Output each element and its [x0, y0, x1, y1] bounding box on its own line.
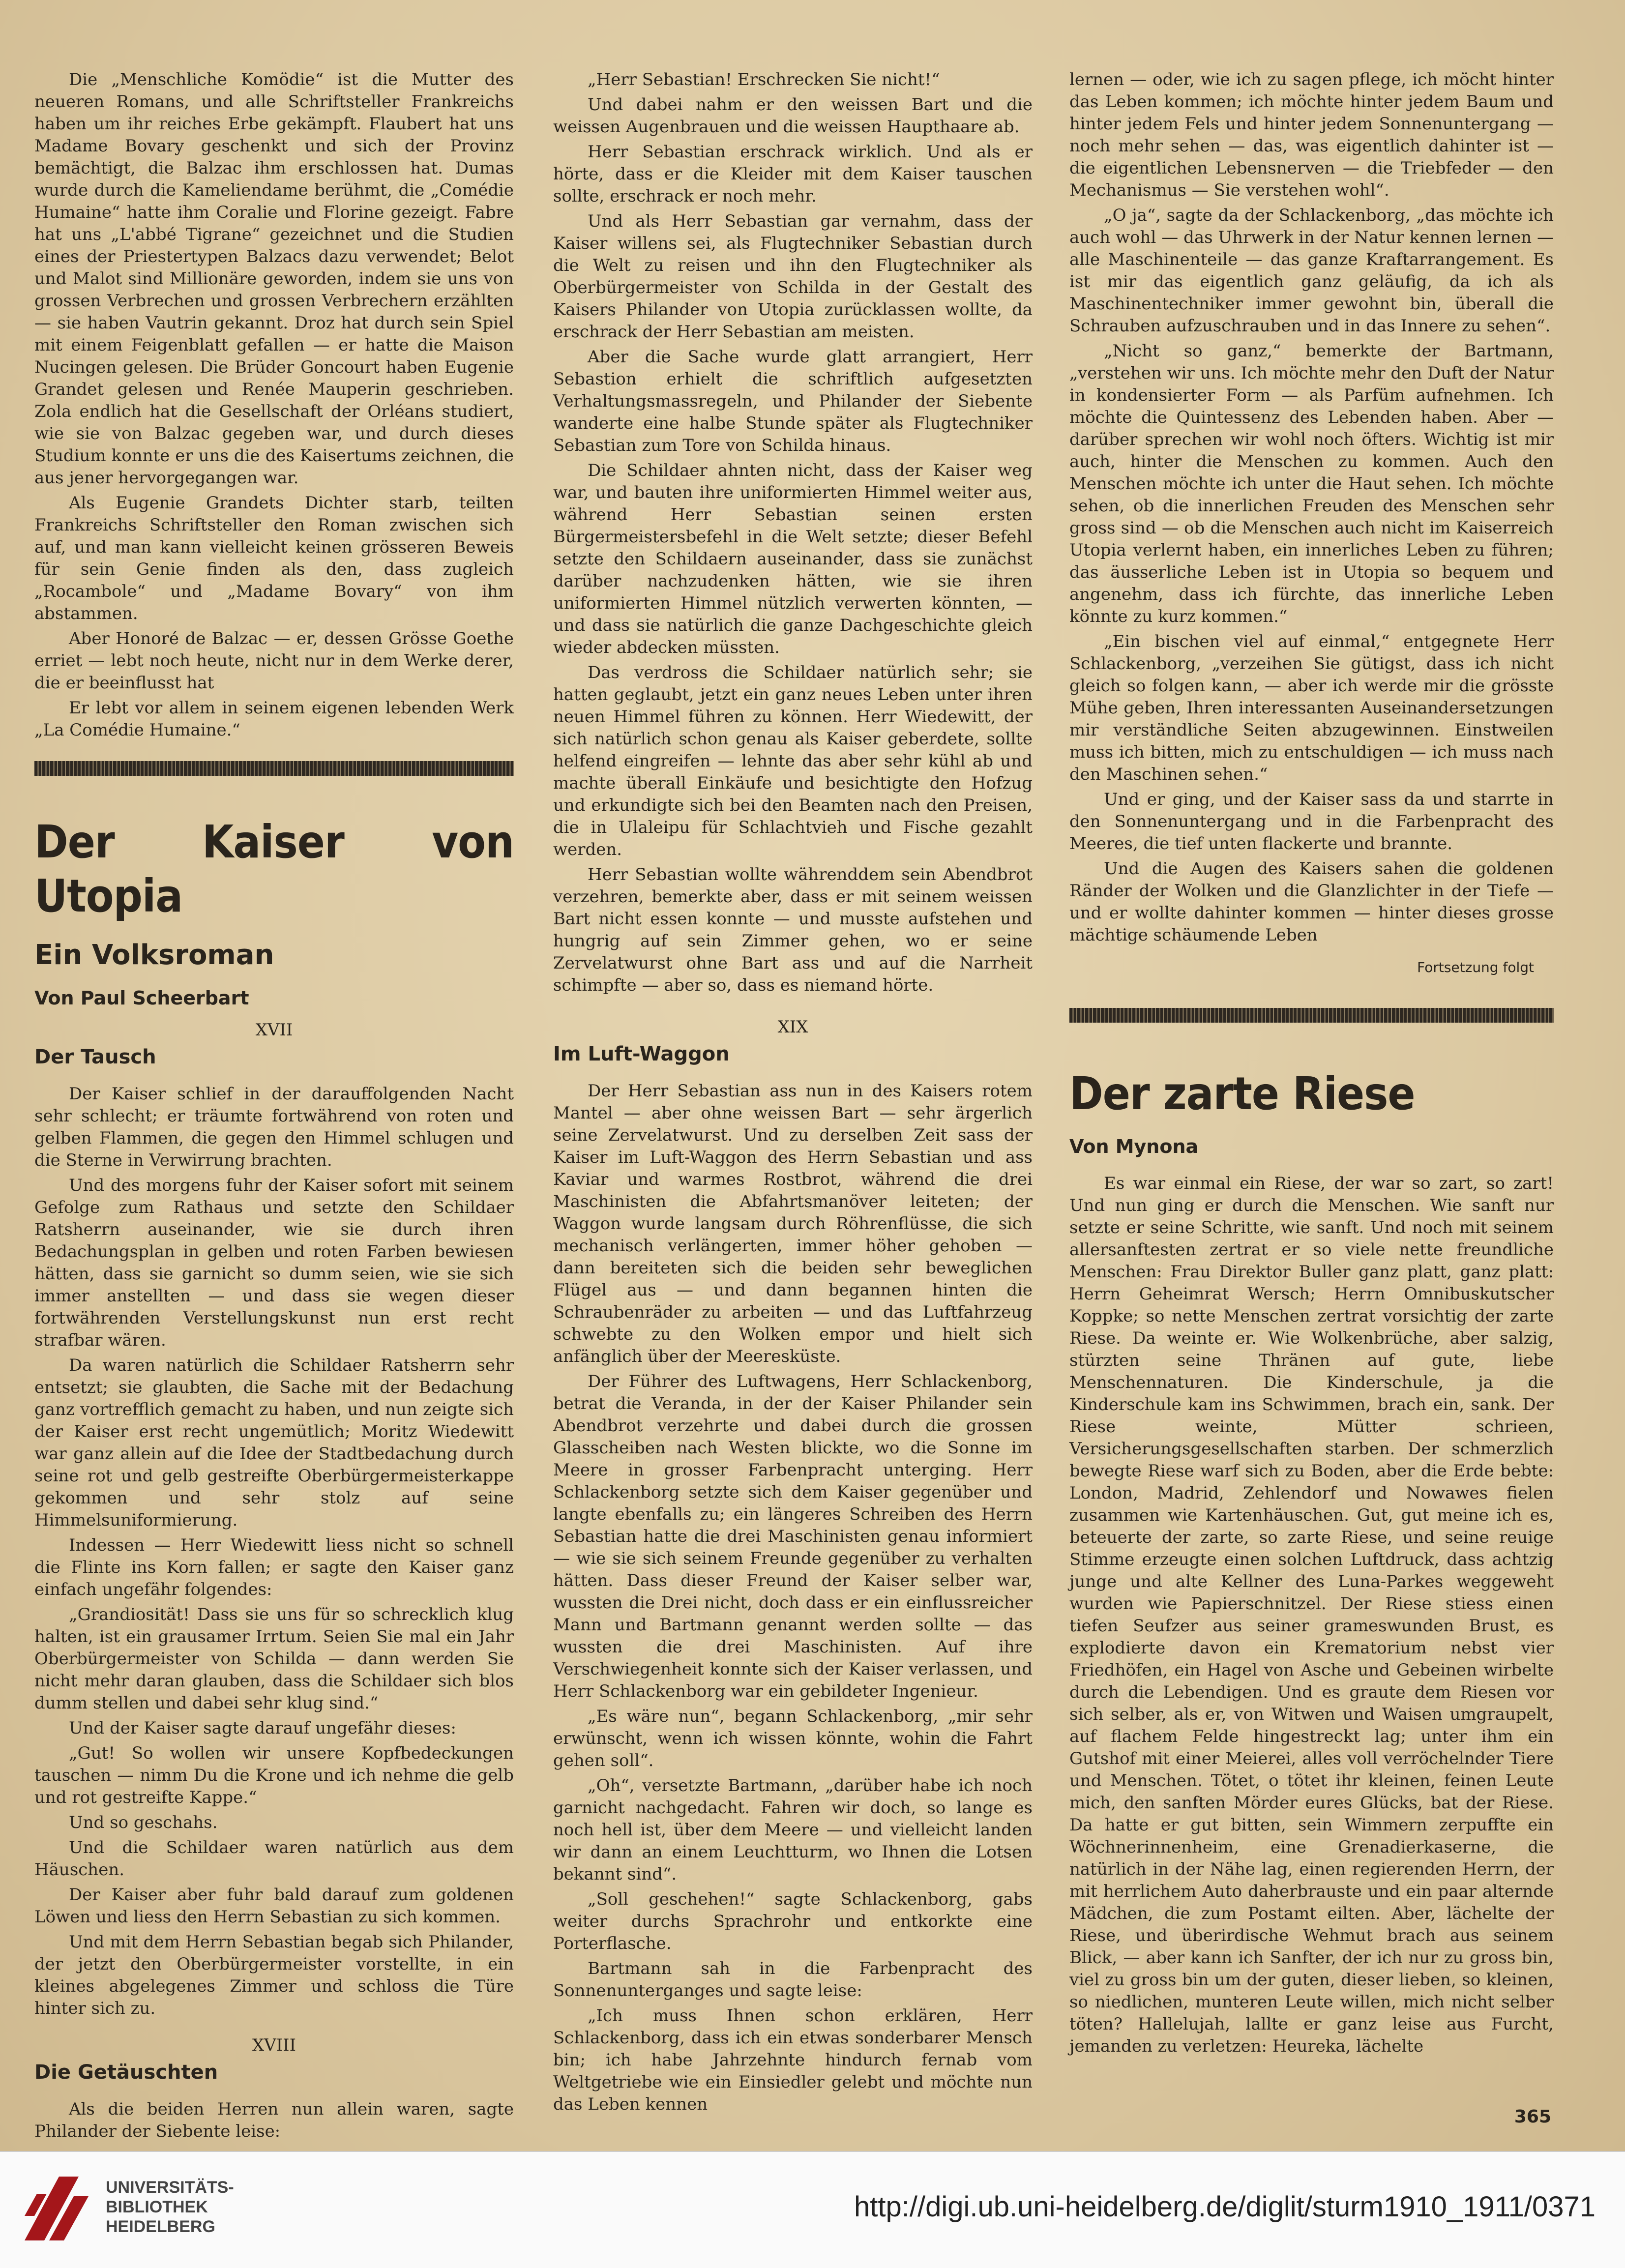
paragraph: Aber die Sache wurde glatt arrangiert, Herr Sebastion erhielt die schriftlich aufgesetzten Verhaltungsmassregeln, und Philander der Siebente wanderte eine halbe Stunde später als Flugtechniker Sebastian zum Tore von Schilda hinaus.	[553, 347, 1033, 455]
paragraph: „Soll geschehen!“ sagte Schlackenborg, gabs weiter durchs Sprachrohr und entkorkte eine Porterflasche.	[553, 1889, 1033, 1953]
chapter-number: XVIII	[252, 2035, 296, 2055]
paragraph: Der Kaiser aber fuhr bald darauf zum goldenen Löwen und liess den Herrn Sebastian zu sich kommen.	[34, 1885, 514, 1927]
article-subtitle: Ein Volksroman	[34, 939, 274, 971]
paragraph: Die „Menschliche Komödie“ ist die Mutter des neueren Romans, und alle Schriftsteller Frankreichs haben um ihr reiches Erbe gekämpft. Flaubert hat uns Madame Bovary geschenkt und sich der Provinz bemächtigt, die Balzac ihm erschlossen hat. Dumas wurde durch die Kameliendame berühmt, die „Comédie Humaine“ hatte ihm Coralie und Florine gezeigt. Fabre hat uns „L'abbé Tigrane“ gezeichnet und die Studien eines der Priestertypen Balzacs dazu verwendet; Belot und Malot sind Millionäre geworden, indem sie uns von grossen Verbrechen und grossen Verbrechern erzählten — sie haben Vautrin gekannt. Droz hat durch sein Spiel mit einem Feigenblatt gefallen — er hatte die Maison Nucingen gelesen. Die Brüder Goncourt haben Eugenie Grandet gelesen und Renée Mauperin geschrieben. Zola endlich hat die Gesellschaft der Orléans studiert, wie sie von Balzac gegeben war, und durch dieses Studium konnte er uns die des Kaisertums zeichnen, die aus jener hervorgegangen war.	[34, 70, 514, 488]
paragraph: „Oh“, versetzte Bartmann, „darüber habe ich noch garnicht nachgedacht. Fahren wir doch, so lange es noch hell ist, über dem Meere — und vielleicht landen wir dann an einem Leuchtturm, wo Ihnen die Lotsen bekannt sind“.	[553, 1776, 1033, 1884]
column-1	[34, 69, 514, 2146]
paragraph: Und als Herr Sebastian gar vernahm, dass der Kaiser willens sei, als Flugtechniker Sebastian durch die Welt zu reisen und ihn den Flugtechniker als Oberbürgermeister von Schilda in der Gestalt des Kaisers Philander von Utopia zurücklassen wollte, da erschrack der Herr Sebastian am meisten.	[553, 211, 1033, 342]
paragraph: Herr Sebastian wollte währenddem sein Abendbrot verzehren, bemerkte aber, dass er mit seinem weissen Bart nicht essen konnte — und musste aufstehen und hungrig auf sein Zimmer gehen, wo er seine Zervelatwurst ohne Bart ass und auf die Narrheit schimpfte — aber so, dass es niemand hörte.	[553, 865, 1033, 995]
paragraph: Indessen — Herr Wiedewitt liess nicht so schnell die Flinte ins Korn fallen; er sagte den Kaiser ganz einfach ungefähr folgendes:	[34, 1535, 514, 1599]
paragraph: Herr Sebastian erschrack wirklich. Und als er hörte, dass er die Kleider mit dem Kaiser tauschen sollte, erschrack er noch mehr.	[553, 142, 1033, 206]
paragraph: Und die Schildaer waren natürlich aus dem Häuschen.	[34, 1838, 514, 1880]
continued-note: Fortsetzung folgt	[1417, 959, 1534, 975]
ub-heidelberg-logo-icon	[15, 2167, 98, 2250]
intro-article	[34, 69, 514, 741]
library-name-line: HEIDELBERG	[106, 2217, 215, 2236]
column-3	[1069, 69, 1554, 2061]
paragraph: Und er ging, und der Kaiser sass da und starrte in den Sonnenuntergang und in die Farbenpracht des Meeres, die tief unten flackerte und brannte.	[1069, 790, 1554, 854]
paragraph: „Nicht so ganz,“ bemerkte der Bartmann, „verstehen wir uns. Ich möchte mehr den Duft der Natur in kondensierter Form — als Parfüm aufnehmen. Ich möchte die Quintessenz des Lebenden haben. Aber — darüber sprechen wir wohl noch öfters. Wichtig ist mir auch, hinter die Menschen zu kommen. Auch den Menschen möchte ich unter die Haut sehen. Ich möchte sehen, ob die innerlichen Freuden des Menschen sehr gross sind — ob die Menschen auch nicht im Kaiserreich Utopia verlernt haben, ein innerliches Leben zu führen; das äusserliche Leben ist in Utopia so bequem und angenehm, dass ich fürchte, das innerliche Leben könnte zu kurz kommen.“	[1069, 341, 1554, 626]
paragraph: „Grandiosität! Dass sie uns für so schrecklich klug halten, ist ein grausamer Irrtum. Seien Sie mal ein Jahr Oberbürgermeister von Schilda — dann werden Sie nicht mehr daran glauben, dass die Schildaer sich blos dumm stellen und dabei sehr klug sind.“	[34, 1605, 514, 1713]
article-title: Der Kaiser von Utopia	[34, 816, 514, 922]
paragraph: Es war einmal ein Riese, der war so zart, so zart! Und nun ging er durch die Menschen. Wie sanft nur setzte er seine Schritte, wie sanft. Und noch mit seinem allersanftesten zertrat er so viele nette freundliche Menschen: Frau Direktor Buller ganz platt, ganz platt: Herrn Geheimrat Wersch; Herrn Omnibuskutscher Koppke; so nette Menschen zertrat vorsichtig der zarte Riese. Da weinte er. Wie Wolkenbrüche, aber salzig, stürzten seine Thränen auf gute, liebe Menschennaturen. Die Kinderschule, ja die Kinderschule kam ins Schwimmen, brach ein, sank. Der Riese weinte, Mütter schrieen, Versicherungsgesellschaften starben. Der schmerzlich bewegte Riese warf sich zu Boden, aber die Erde bebte: London, Madrid, Zehlendorf und Nowawes fielen zusammen wie Kartenhäuschen. Gut, gut meine ich es, beteuerte der zarte, so zarte Riese, und seine reuige Stimme erzeugte einen solchen Luftdruck, dass achtzig junge und alte Kellner des Luna-Parkes weggeweht wurden wie Papierschnitzel. Der Riese stiess einen tiefen Seufzer aus seiner grameswunden Brust, es explodierte davon ein Krematorium nebst vier Friedhöfen, ein Hagel von Asche und Gebeinen wirbelte durch die Lebendigen. Und es graute dem Riesen vor sich selber, als er, von Witwen und Waisen umgraupelt, auf flachem Felde hingestreckt lag; unter ihm ein Gutshof mit einer Meierei, alles voll verröchelnder Tiere und Menschen. Tötet, o tötet ihr kleinen, feinen Leute mich, den sanften Mörder eures Glücks, bat der Riese. Da hatte er gut bitten, sein Wimmern zerpuffte ein Wöchnerinnenheim, eine Grenadierkaserne, die natürlich in der Nähe lag, einen regierenden Herrn, der mit herrlichem Auto daherbrauste und ein paar alternde Mädchen, die zum Postamt eilten. Aber, lächelte der Riese, und überirdische Wehmut brach aus seinem Blick, — aber kann ich Sanfter, der ich nur zu gross bin, viel zu gross bin um der guten, dieser lieben, so kleinen, so niedlichen, munteren Leute willen, mich nicht selber töten? Hallelujah, lallte er ganz leise aus Furcht, jemanden zu verletzen: Heureka, lächelte	[1069, 1174, 1554, 2056]
article-title: Der zarte Riese	[1069, 1067, 1415, 1120]
paragraph: Da waren natürlich die Schildaer Ratsherrn sehr entsetzt; sie glaubten, die Sache mit der Bedachung ganz vortrefflich gemacht zu haben, und nun zeigte sich der Kaiser erst recht ungemütlich; Moritz Wiedewitt war ganz allein auf die Idee der Stadtbedachung durch seine rot und gelb gestreifte Oberbürgermeisterkappe gekommen und sehr stolz auf seine Himmelsuniformierung.	[34, 1355, 514, 1530]
page-number: 365	[1514, 2107, 1551, 2127]
column-2	[553, 69, 1033, 2119]
paragraph: Als Eugenie Grandets Dichter starb, teilten Frankreichs Schriftsteller den Roman zwischen sich auf, und man kann vielleicht keinen grösseren Beweis für sein Genie finden als den, dass zugleich „Rocambole“ und „Madame Bovary“ von ihm abstammen.	[34, 493, 514, 623]
chapter-title: Der Tausch	[34, 1046, 156, 1068]
paragraph: Der Herr Sebastian ass nun in des Kaisers rotem Mantel — aber ohne weissen Bart — sehr ärgerlich seine Zervelatwurst. Und zu derselben Zeit sass der Kaiser im Luft-Waggon des Herrn Sebastian und ass Kaviar und warmes Rostbrot, während die drei Maschinisten die Abfahrtsmanöver leiteten; der Waggon wurde langsam durch Röhrenflüsse, die sich mechanisch verlängerten, immer höher gehoben — dann bereiteten sich die beiden sehr beweglichen Flügel aus — und dann begannen hinten die Schraubenräder zu arbeiten — und das Luftfahrzeug schwebte zu den Wolken empor und hielt sich anfänglich über der Meeresküste.	[553, 1081, 1033, 1366]
paragraph: Und so geschahs.	[69, 1813, 218, 1832]
paragraph: Und mit dem Herrn Sebastian begab sich Philander, der jetzt den Oberbürgermeister vorstellte, in ein kleines abgelegenes Zimmer und schloss die Türe hinter sich zu.	[34, 1932, 514, 2018]
footer-bar	[0, 2151, 1625, 2268]
library-name-line: BIBLIOTHEK	[106, 2198, 208, 2216]
chapter-title: Im Luft-Waggon	[553, 1043, 730, 1065]
chapter-title: Die Getäuschten	[34, 2061, 218, 2084]
paragraph: „O ja“, sagte da der Schlackenborg, „das möchte ich auch wohl — das Uhrwerk in der Natur kennen lernen — alle Maschinenteile — das ganze Kraftarrangement. Es ist mir das eigentlich ganz geläufig, da ich als Maschinentechniker immer gewohnt bin, überall die Schrauben aufzuschrauben und in das Innere zu sehen“.	[1069, 206, 1554, 336]
section-divider	[34, 761, 514, 776]
paragraph: Und der Kaiser sagte darauf ungefähr dieses:	[69, 1718, 456, 1738]
chapter-number: XIX	[777, 1017, 808, 1037]
source-url-link[interactable]: http://digi.ub.uni-heidelberg.de/diglit/sturm1910_1911/0371	[854, 2191, 1595, 2223]
paragraph: Aber Honoré de Balzac — er, dessen Grösse Goethe erriet — lebt noch heute, nicht nur in dem Werke derer, die er beeinflusst hat	[34, 629, 514, 693]
paragraph: „Gut! So wollen wir unsere Kopfbedeckungen tauschen — nimm Du die Krone und ich nehme die gelb und rot gestreifte Kappe.“	[34, 1743, 514, 1807]
paragraph: Die Schildaer ahnten nicht, dass der Kaiser weg war, und bauten ihre uniformierten Himmel weiter aus, während Herr Sebastian seinen ersten Bürgermeistersbefehl in die Welt setzte; dieser Befehl setzte den Schildaern auseinander, dass sie zunächst darüber nachzudenken hätten, wie sie ihren uniformierten Himmel nützlich verwerten könnten, — und dass sie natürlich die ganze Dachgeschichte gleich wieder abdecken müssten.	[553, 461, 1033, 657]
paragraph: „Herr Sebastian! Erschrecken Sie nicht!“	[588, 70, 940, 89]
library-name	[106, 2178, 234, 2237]
section-divider	[1069, 1008, 1554, 1023]
paragraph: Das verdross die Schildaer natürlich sehr; sie hatten geglaubt, jetzt ein ganz neues Leben unter ihren neuen Himmel führen zu können. Herr Wiedewitt, der sich natürlich schon genau als Kaiser geberdete, sollte helfend eingreifen — lehnte das aber sehr kühl ab und machte überall Einkäufe und besichtigte den Hofzug und erkundigte sich bei den Beamten nach den Preisen, die in Ulaleipu für Schlachtvieh und Fische gezahlt werden.	[553, 663, 1033, 859]
paragraph: Der Kaiser schlief in der darauffolgenden Nacht sehr schlecht; er träumte fortwährend von roten und gelben Flammen, die gegen den Himmel schlugen und die Sterne in Verwirrung brachten.	[34, 1084, 514, 1170]
paragraph: „Ich muss Ihnen schon erklären, Herr Schlackenborg, dass ich ein etwas sonderbarer Mensch bin; ich habe Jahrzehnte hindurch fernab vom Weltgetriebe wie ein Einsiedler gelebt und möchte nun das Leben kennen	[553, 2006, 1033, 2114]
paragraph: Bartmann sah in die Farbenpracht des Sonnenunterganges und sagte leise:	[553, 1959, 1033, 2001]
article-author: Von Mynona	[1069, 1136, 1199, 1157]
paragraph: „Ein bischen viel auf einmal,“ entgegnete Herr Schlackenborg, „verzeihen Sie gütigst, dass ich nicht gleich so folgen kann, — aber ich werde mir die grösste Mühe geben, Ihren interessanten Auseinandersetzungen mir verständliche Seiten abzugewinnen. Einstweilen muss ich bitten, mich zu entschuldigen — ich muss nach den Maschinen sehen.“	[1069, 632, 1554, 784]
paragraph: „Es wäre nun“, begann Schlackenborg, „mir sehr erwünscht, wenn ich wissen könnte, wohin die Fahrt gehen soll“.	[553, 1707, 1033, 1770]
paragraph: Und des morgens fuhr der Kaiser sofort mit seinem Gefolge zum Rathaus und setzte den Schildaer Ratsherrn auseinander, wie sie durch ihren Bedachungsplan in gelben und roten Farben bewiesen hätten, dass sie garnicht so dumm seien, wie sie sich immer anstellten — und dass sie wegen dieser fortwährenden Verstellungskunst nun erst recht strafbar wären.	[34, 1176, 514, 1350]
paragraph: lernen — oder, wie ich zu sagen pflege, ich möcht hinter das Leben kommen; ich möchte hinter jedem Baum und hinter jedem Fels und hinter jedem Sonnenuntergang — noch mehr sehen — das, was eigentlich dahinter ist — die eigentlichen Lebensnerven — die Triebfeder — den Mechanismus — Sie verstehen wohl“.	[1069, 70, 1554, 200]
chapter-number: XVII	[255, 1020, 293, 1040]
library-name-line: UNIVERSITÄTS-	[106, 2178, 234, 2197]
paragraph: Und dabei nahm er den weissen Bart und die weissen Augenbrauen und die weissen Haupthaare ab.	[553, 95, 1033, 137]
paragraph: Der Führer des Luftwagens, Herr Schlackenborg, betrat die Veranda, in der der Kaiser Philander sein Abendbrot verzehrte und dabei durch die grossen Glasscheiben nach Westen blickte, wo die Sonne im Meere in grosser Farbenpracht unterging. Herr Schlackenborg setzte sich dem Kaiser gegenüber und langte ebenfalls zu; ein längeres Schreiben des Herrn Sebastian hatte die drei Maschinisten genau informiert — wie sie sich seinem Freunde gegenüber zu verhalten hätten. Dass dieser Freund der Kaiser selber war, wussten die Drei nicht, doch dass er ein einflussreicher Mann und Bartmann genannt werden sollte — das wussten die drei Maschinisten. Auf ihre Verschwiegenheit konnte sich der Kaiser verlassen, und Herr Schlackenborg war ein gebildeter Ingenieur.	[553, 1372, 1033, 1701]
article-author: Von Paul Scheerbart	[34, 987, 249, 1009]
paragraph: Als die beiden Herren nun allein waren, sagte Philander der Siebente leise:	[34, 2099, 514, 2141]
paragraph: Und die Augen des Kaisers sahen die goldenen Ränder der Wolken und die Glanzlichter in der Tiefe — und er wollte dahinter kommen — hinter dieses grosse mächtige schäumende Leben	[1069, 859, 1554, 945]
paragraph: Er lebt vor allem in seinem eigenen lebenden Werk „La Comédie Humaine.“	[34, 698, 514, 740]
